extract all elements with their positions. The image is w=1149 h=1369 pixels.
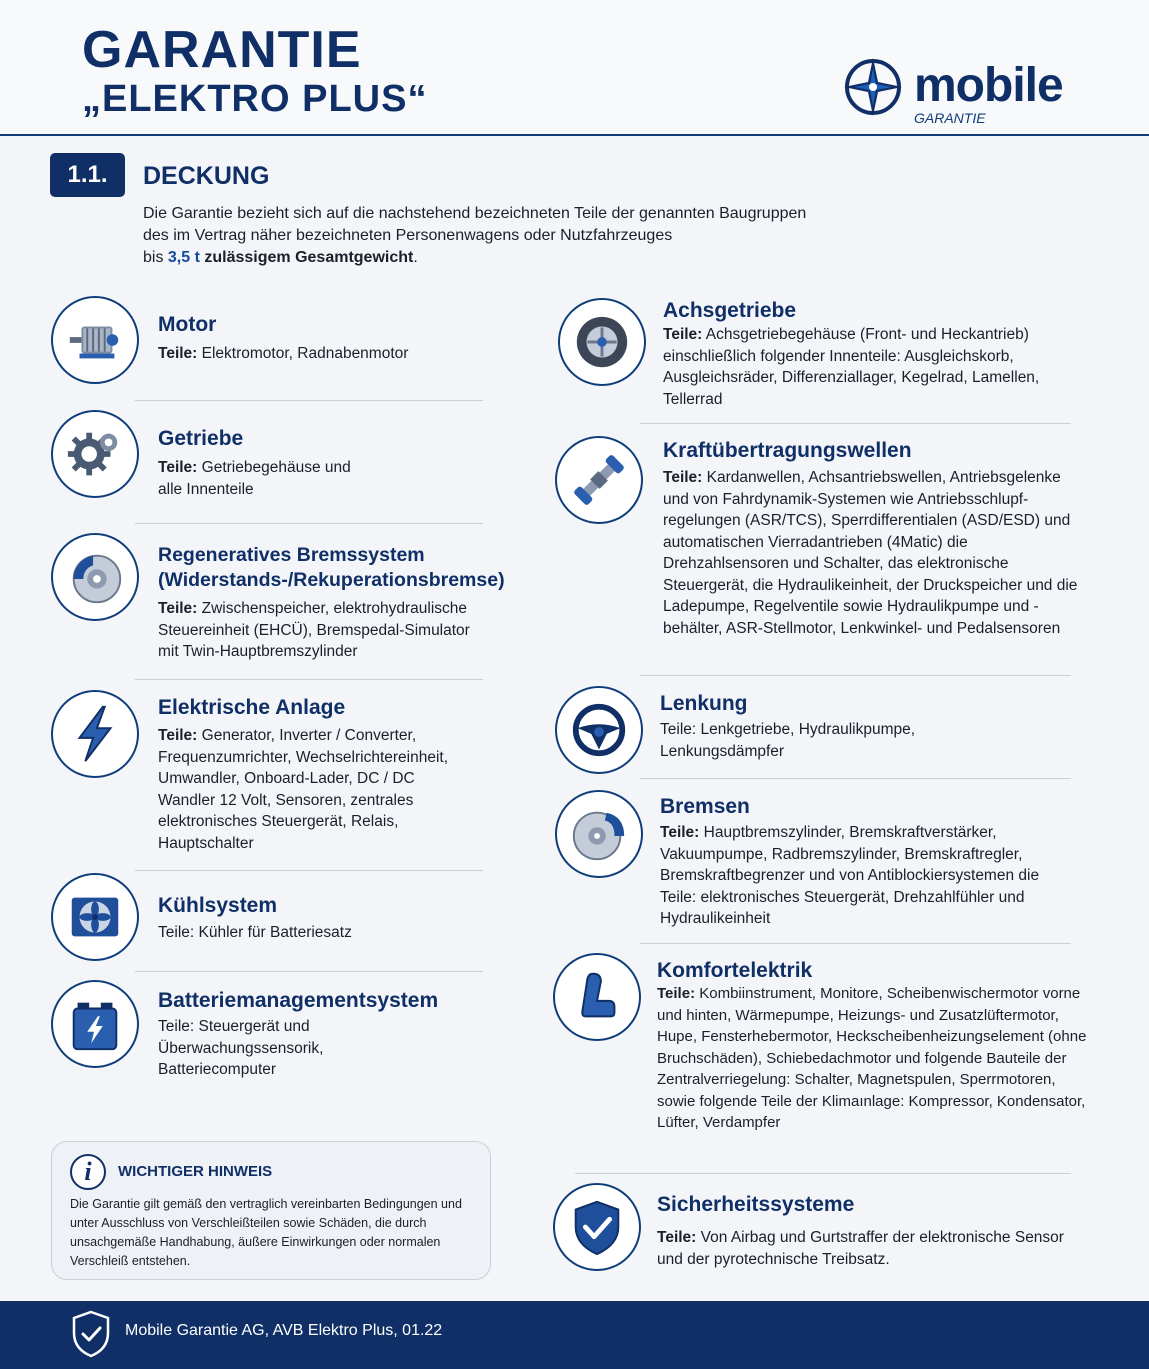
page-footer — [0, 1301, 1149, 1369]
footer-text: Mobile Garantie AG, AVB Elektro Plus, 01.22 — [125, 1322, 443, 1339]
item-title-batteriemanagementsystem: Batteriemanagementsystem — [158, 989, 439, 1012]
car-seat-icon — [553, 953, 641, 1041]
item-text-komfortelektrik: Teile: Kombiinstrument, Monitore, Scheibenwischermotor vorne und hinten, Wärmepumpe, Heizungs- und Zusatzlüftermotor, Hupe, Fensterhebermotor, Heckscheibenheizungselement (ohne Bruchschäden), Schiebedachmotor und folgende Bauteile der Zentralverriegelung: Schalter, Magnetspulen, Sperrmotoren, sowie folgende Teile der Klimaınlage: Kompressor, Kondensator, Lüfter, Verdampfer — [657, 985, 1087, 1131]
divider — [135, 870, 483, 871]
intro-pre: bis — [143, 249, 168, 266]
intro-end: . — [413, 249, 418, 266]
item-text-regeneratives-bremssystem: Teile: Zwischenspeicher, elektrohydraulische Steuereinheit (EHCÜ), Bremspedal-Simulator mit Twin-Hauptbremszylinder — [158, 600, 470, 660]
item-title-kuehlsystem: Kühlsystem — [158, 894, 278, 917]
divider — [640, 778, 1071, 779]
document-subtitle: „ELEKTRO PLUS“ — [82, 78, 428, 120]
divider — [640, 943, 1071, 944]
item-title-motor: Motor — [158, 313, 217, 336]
note-text: Die Garantie gilt gemäß den vertraglich vereinbarten Bedingungen und unter Ausschluss von Verschleißteilen sowie Schäden, die durch unsachgemäße Handhabung, äußere Einwirkungen oder normalen Verschleiß entstehen. — [70, 1197, 462, 1268]
item-text-kuehlsystem: Teile: Kühler für Batteriesatz — [158, 924, 352, 941]
divider — [135, 971, 483, 972]
divider — [135, 523, 483, 524]
intro-post: zulässigem Gesamtgewicht — [199, 249, 414, 266]
wheel-icon — [558, 298, 646, 386]
note-title: WICHTIGER HINWEIS — [118, 1163, 273, 1180]
item-title-getriebe: Getriebe — [158, 427, 244, 450]
shield-check-icon — [553, 1183, 641, 1271]
section-intro — [143, 203, 863, 269]
logo-wordmark: mobile — [914, 59, 1063, 112]
item-text-getriebe: Teile: Getriebegehäuse und alle Innenteile — [158, 459, 351, 498]
info-icon: i — [70, 1154, 106, 1190]
divider — [575, 1173, 1071, 1174]
divider — [135, 679, 483, 680]
electric-motor-icon — [51, 296, 139, 384]
item-title-lenkung: Lenkung — [660, 692, 748, 715]
section-number: 1.1. — [50, 153, 125, 197]
drive-shaft-icon — [555, 436, 643, 524]
item-title-komfortelektrik: Komfortelektrik — [657, 959, 813, 982]
item-text-achsgetriebe: Teile: Achsgetriebegehäuse (Front- und Heckantrieb) einschließlich folgender Innenteile: Ausgleichskorb, Ausgleichsräder, Differenziallager, Kegelrad, Lamellen, Tellerrad — [663, 326, 1040, 408]
brake-disc-icon — [51, 533, 139, 621]
divider — [135, 400, 483, 401]
item-text-sicherheitssysteme: Teile: Von Airbag und Gurtstraffer der elektronische Sensor und der pyrotechnische Treibsatz. — [657, 1229, 1064, 1268]
document-title: GARANTIE — [82, 21, 362, 79]
battery-icon — [51, 980, 139, 1068]
important-note — [51, 1141, 491, 1280]
item-text-kraftuebertragungswellen: Teile: Kardanwellen, Achsantriebswellen, Antriebsgelenke und von Fahrdynamik-Systemen wie Antriebsschlupf-regelungen (ASR/TCS), Sperrdifferentialen (ASD/ESD) und automatischen Vierradantrieben (4Matic) die Drehzahlsensoren und Schalter, das elektronische Steuergerät, die Hydraulikeinheit, der Druckspeicher und die Ladepumpe, Regelventile sowie Hydraulikpumpe und -behälter, ASR-Stellmotor, Lenkwinkel- und Pedalsensoren — [663, 469, 1078, 637]
item-title-bremsen: Bremsen — [660, 795, 750, 818]
steering-wheel-icon — [555, 686, 643, 774]
intro-line-3 — [143, 247, 863, 269]
divider — [640, 675, 1071, 676]
page-header — [0, 0, 1149, 136]
item-text-motor: Teile: Elektromotor, Radnabenmotor — [158, 345, 409, 362]
radiator-fan-icon — [51, 873, 139, 961]
compass-star-icon — [842, 56, 904, 118]
intro-line-2: des im Vertrag näher bezeichneten Personenwagens oder Nutzfahrzeuges — [143, 227, 673, 244]
item-text-elektrische-anlage: Teile: Generator, Inverter / Converter, Frequenzumrichter, Wechselrichtereinheit, Umwandler, Onboard-Lader, DC / DC Wandler 12 Volt, Sensoren, zentrales elektronisches Steuergerät, Relais, Hauptschalter — [158, 727, 449, 852]
item-title-achsgetriebe: Achsgetriebe — [663, 299, 797, 322]
brake-caliper-icon — [555, 790, 643, 878]
gears-icon — [51, 410, 139, 498]
item-text-batteriemanagementsystem: Teile: Steuergerät und Überwachungssensorik, Batteriecomputer — [158, 1018, 324, 1078]
item-title-regeneratives-bremssystem: Regeneratives Bremssystem (Widerstands-/Rekuperationsbremse) — [158, 544, 505, 591]
intro-weight: 3,5 t — [167, 249, 200, 266]
item-text-bremsen: Teile: Hauptbremszylinder, Bremskraftverstärker, Vakuumpumpe, Radbremszylinder, Bremskraftregler, Bremskraftbegrenzer und von Antiblockiersystemen die Teile: elektronisches Steuergerät, Drehzahlfühler und Hydraulikeinheit — [660, 824, 1040, 927]
logo-subline: GARANTIE — [914, 110, 986, 126]
item-text-lenkung: Teile: Lenkgetriebe, Hydraulikpumpe, Lenkungsdämpfer — [660, 721, 916, 760]
section-title: DECKUNG — [143, 162, 270, 190]
lightning-icon — [51, 690, 139, 778]
item-title-elektrische-anlage: Elektrische Anlage — [158, 696, 346, 719]
company-logo — [842, 56, 1092, 126]
divider — [640, 423, 1071, 424]
item-title-sicherheitssysteme: Sicherheitssysteme — [657, 1193, 855, 1216]
item-title-kraftuebertragungswellen: Kraftübertragungswellen — [663, 439, 912, 462]
shield-check-icon — [70, 1309, 112, 1359]
intro-line-1: Die Garantie bezieht sich auf die nachstehend bezeichneten Teile der genannten Baugruppen — [143, 205, 807, 222]
